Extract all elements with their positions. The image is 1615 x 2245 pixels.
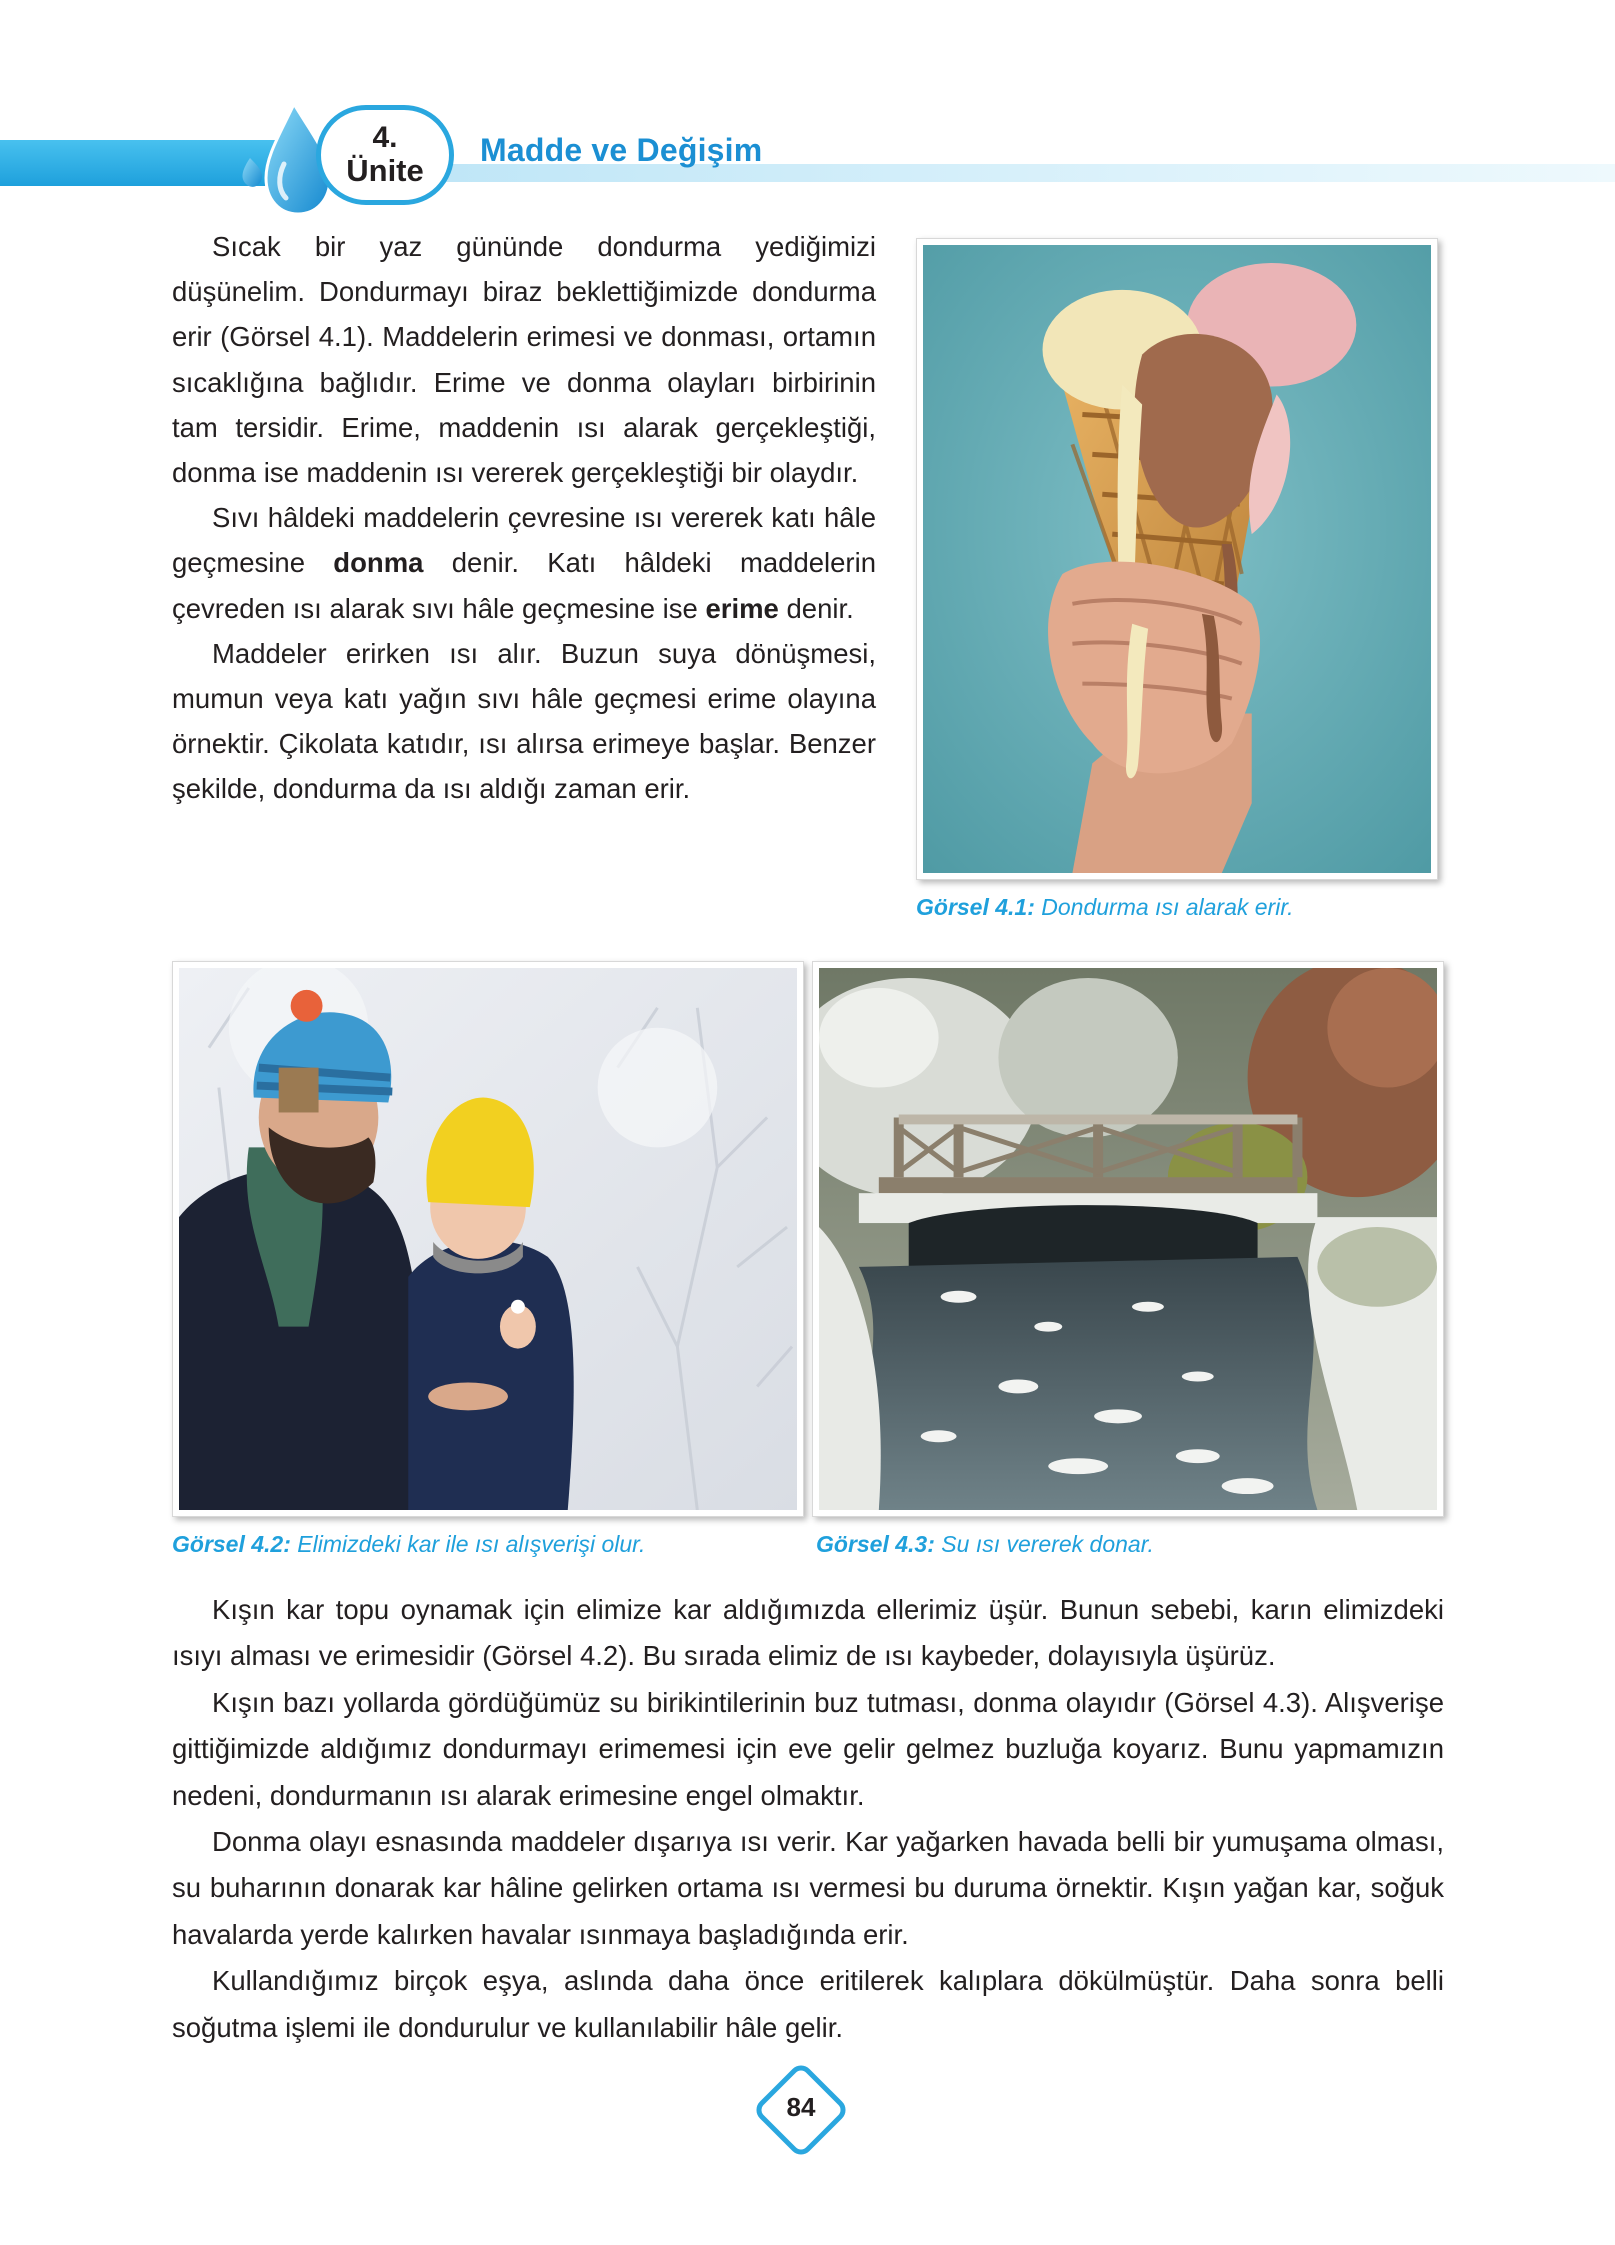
figure-ice-cream <box>916 238 1438 880</box>
paragraph: Kışın kar topu oynamak için elimize kar aldığımızda ellerimiz üşür. Bunun sebebi, karın elimizdeki ısıyı alması ve erimesidir (Görsel 4.2). Bu sırada elimiz de ısı kaybeder, dolayısıyla üşürüz. <box>172 1594 1444 1672</box>
caption-label: Görsel 4.1: <box>916 894 1035 920</box>
paragraph: Maddeler erirken ısı alır. Buzun suya dönüşmesi, mumun veya katı yağın sıvı hâle geçmesi erime olayına örnektir. Çikolata katıdır, ısı alırsa erimeye başlar. Benzer şekilde, dondurma da ısı aldığı zaman erir. <box>172 637 876 805</box>
ice-cream-photo <box>923 245 1431 873</box>
figure-caption-4-3 <box>816 1531 1154 1558</box>
caption-text: Elimizdeki kar ile ısı alışverişi olur. <box>297 1531 646 1557</box>
unit-badge <box>316 105 454 205</box>
caption-label: Görsel 4.2: <box>172 1531 291 1557</box>
term-erime: erime <box>705 592 779 624</box>
caption-text: Su ısı vererek donar. <box>941 1531 1154 1557</box>
figure-caption-4-1 <box>916 894 1294 921</box>
unit-label: Ünite <box>346 153 424 188</box>
chapter-title: Madde ve Değişim <box>480 132 763 168</box>
unit-number: 4. <box>372 121 398 154</box>
father-child-snow-photo <box>179 968 797 1510</box>
figure-caption-4-2 <box>172 1531 645 1558</box>
paragraph-text: denir. Katı hâldeki maddelerin çevreden ısı alarak sıvı hâle geçmesine ise <box>172 547 876 624</box>
main-text-block <box>172 1587 1444 2051</box>
paragraph: Kullandığımız birçok eşya, aslında daha önce eritilerek kalıplara dökülmüştür. Daha sonra belli soğutma işlemi ile dondurulur ve kullanılabilir hâle gelir. <box>172 1965 1444 2043</box>
figure-snow-hands <box>172 961 804 1517</box>
paragraph: Sıcak bir yaz gününde dondurma yediğimizi düşünelim. Dondurmayı biraz beklettiğimizde dondurma erir (Görsel 4.1). Maddelerin erimesi ve donması, ortamın sıcaklığına bağlıdır. Erime ve donma olayları birbirinin tam tersidir. Erime, maddenin ısı alarak gerçekleştiği, donma ise maddenin ısı vererek gerçekleştiği bir olaydır. <box>172 231 876 489</box>
paragraph: Kışın bazı yollarda gördüğümüz su birikintilerinin buz tutması, donma olayıdır (Görsel 4.3). Alışverişe gittiğimizde aldığımız dondurmayı erimemesi için eve gelir gelmez buzluğa koyarız. Bunu yapmamızın nedeni, dondurmanın ısı alarak erimesine engel olmaktır. <box>172 1686 1444 1811</box>
term-donma: donma <box>333 547 424 579</box>
figure-frozen-creek <box>812 961 1444 1517</box>
paragraph-text: Sıvı hâldeki maddelerin çevresine ısı vererek katı hâle geçmesine <box>172 502 876 579</box>
caption-label: Görsel 4.3: <box>816 1531 935 1557</box>
caption-text: Dondurma ısı alarak erir. <box>1041 894 1294 920</box>
intro-text-column <box>172 224 876 812</box>
paragraph <box>172 495 876 631</box>
paragraph-text: denir. <box>778 592 854 624</box>
page-number: 84 <box>786 2092 816 2122</box>
paragraph: Donma olayı esnasında maddeler dışarıya ısı verir. Kar yağarken havada belli bir yumuşama olması, su buharının donarak kar hâline gelirken ortama ısı vermesi bu duruma örnektir. Kışın yağan kar, soğuk havalarda yerde kalırken havalar ısınmaya başladığında erir. <box>172 1826 1444 1950</box>
frozen-creek-photo <box>819 968 1437 1510</box>
